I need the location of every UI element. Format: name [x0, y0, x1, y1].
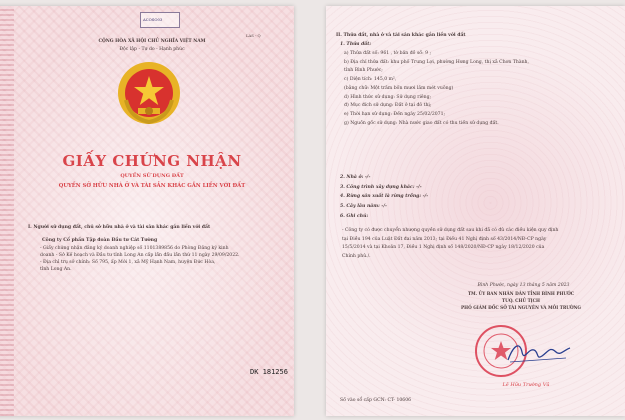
national-emblem	[116, 60, 182, 126]
land-item: tỉnh Bình Phước;	[344, 68, 383, 74]
notes	[342, 227, 617, 262]
motto: Độc lập - Tự do - Hạnh phúc	[119, 47, 185, 52]
owner-line: - Địa chỉ trụ sở chính: Số 795, ấp Mới 1, xã Mỹ Hạnh Nam, huyện Đức Hòa,	[40, 259, 216, 265]
land-item: g) Nguồn gốc sử dụng: Nhà nước giao đất có thu tiền sử dụng đất.	[344, 120, 499, 126]
land-plot-label: 1. Thửa đất:	[340, 42, 372, 47]
serial-stamp	[140, 12, 180, 28]
certificate-subtitle-2: QUYỀN SỞ HỮU NHÀ Ở VÀ TÀI SẢN KHÁC GẮN LIỀN VỚI ĐẤT	[58, 183, 246, 189]
owner-line: tỉnh Long An.	[40, 266, 72, 272]
land-item: d) Hình thức sử dụng: Sử dụng riêng;	[344, 94, 432, 100]
land-item: c) Diện tích: 145,0 m²,	[344, 77, 397, 83]
other-assets	[340, 173, 610, 221]
section-2-heading: II. Thửa đất, nhà ở và tài sản khác gắn liền với đất	[336, 33, 466, 38]
other-item: 5. Cây lâu năm: -/-	[340, 203, 387, 209]
issuing-authority: TM. ỦY BAN NHÂN DÂN TỈNH BÌNH PHƯỚC	[467, 291, 575, 296]
decorative-border	[0, 6, 14, 416]
note-line: Chính phủ./.	[342, 254, 371, 260]
certificate-number: DK 181256	[250, 368, 288, 376]
certificate-subtitle-1: QUYỀN SỬ DỤNG ĐẤT	[120, 173, 184, 179]
other-item: 6. Ghi chú:	[340, 213, 369, 219]
owner-details	[40, 246, 290, 274]
signer-name: Lê Hữu Trường Vũ	[502, 382, 550, 388]
certificate-back-page	[326, 6, 625, 416]
signer-title: PHÓ GIÁM ĐỐC SỞ TÀI NGUYÊN VÀ MÔI TRƯỜNG	[460, 305, 582, 310]
land-item: (bằng chữ: Một trăm bốn mươi lăm mét vuông)	[344, 85, 454, 91]
issue-date: Bình Phước, ngày 13 tháng 5 năm 2023	[477, 283, 570, 288]
land-plot-details	[344, 50, 619, 128]
authority-delegation: TUQ. CHỦ TỊCH	[502, 298, 540, 303]
owner-line: doanh - Sở Kế hoạch và Đầu tư tỉnh Long An cấp lần đầu lần thứ 11 ngày 29/09/2022.	[40, 252, 240, 258]
registry-number: Số vào sổ cấp GCN: CT- 10606	[340, 398, 412, 403]
other-item: 4. Rừng sản xuất là rừng trồng: -/-	[340, 194, 429, 200]
certificate-title: GIẤY CHỨNG NHẬN	[62, 152, 242, 170]
owner-line: - Giấy chứng nhận đăng ký doanh nghiệp số 1101389856 do Phòng Đăng ký kinh	[40, 246, 229, 251]
land-item: b) Địa chỉ thửa đất: khu phố Trung Lợi, phường Hưng Long, thị xã Chơn Thành,	[344, 59, 529, 65]
certificate-front-page	[0, 6, 294, 416]
land-item: đ) Mục đích sử dụng: Đất ở tại đô thị;	[344, 103, 432, 109]
country-line: CỘNG HÒA XÃ HỘI CHỦ NGHĨA VIỆT NAM	[98, 39, 206, 44]
note-line: tại Điều 194 của Luật Đất đai năm 2013; tại Điều 41 Nghị định số 43/2014/NĐ-CP ngày	[342, 236, 547, 242]
land-item: a) Thửa đất số: 961 , tờ bản đồ số: 9 ;	[344, 51, 432, 56]
land-item: e) Thời hạn sử dụng: Đến ngày 25/02/2071;	[344, 112, 446, 118]
handwritten-signature	[504, 338, 574, 368]
other-item: 2. Nhà ở: -/-	[340, 175, 371, 180]
serial-stamp-text: ACOSO03	[143, 17, 163, 22]
other-item: 3. Công trình xây dựng khác: -/-	[340, 184, 422, 190]
owner-name: Công ty Cổ phần Tập đoàn Đầu tư Cát Tường	[42, 238, 158, 243]
note-line: - Công ty có được chuyển nhượng quyền sử dụng đất sau khi đã có đủ các điều kiện quy định	[342, 228, 559, 233]
corner-code: LAS - Q	[246, 33, 261, 38]
note-line: 15/5/2014 và tại Khoản 17, Điều 1 Nghị định số 148/2020/NĐ-CP ngày 18/12/2020 của	[342, 245, 545, 251]
section-heading: I. Người sử dụng đất, chủ sở hữu nhà ở và tài sản khác gắn liền với đất	[28, 225, 211, 230]
